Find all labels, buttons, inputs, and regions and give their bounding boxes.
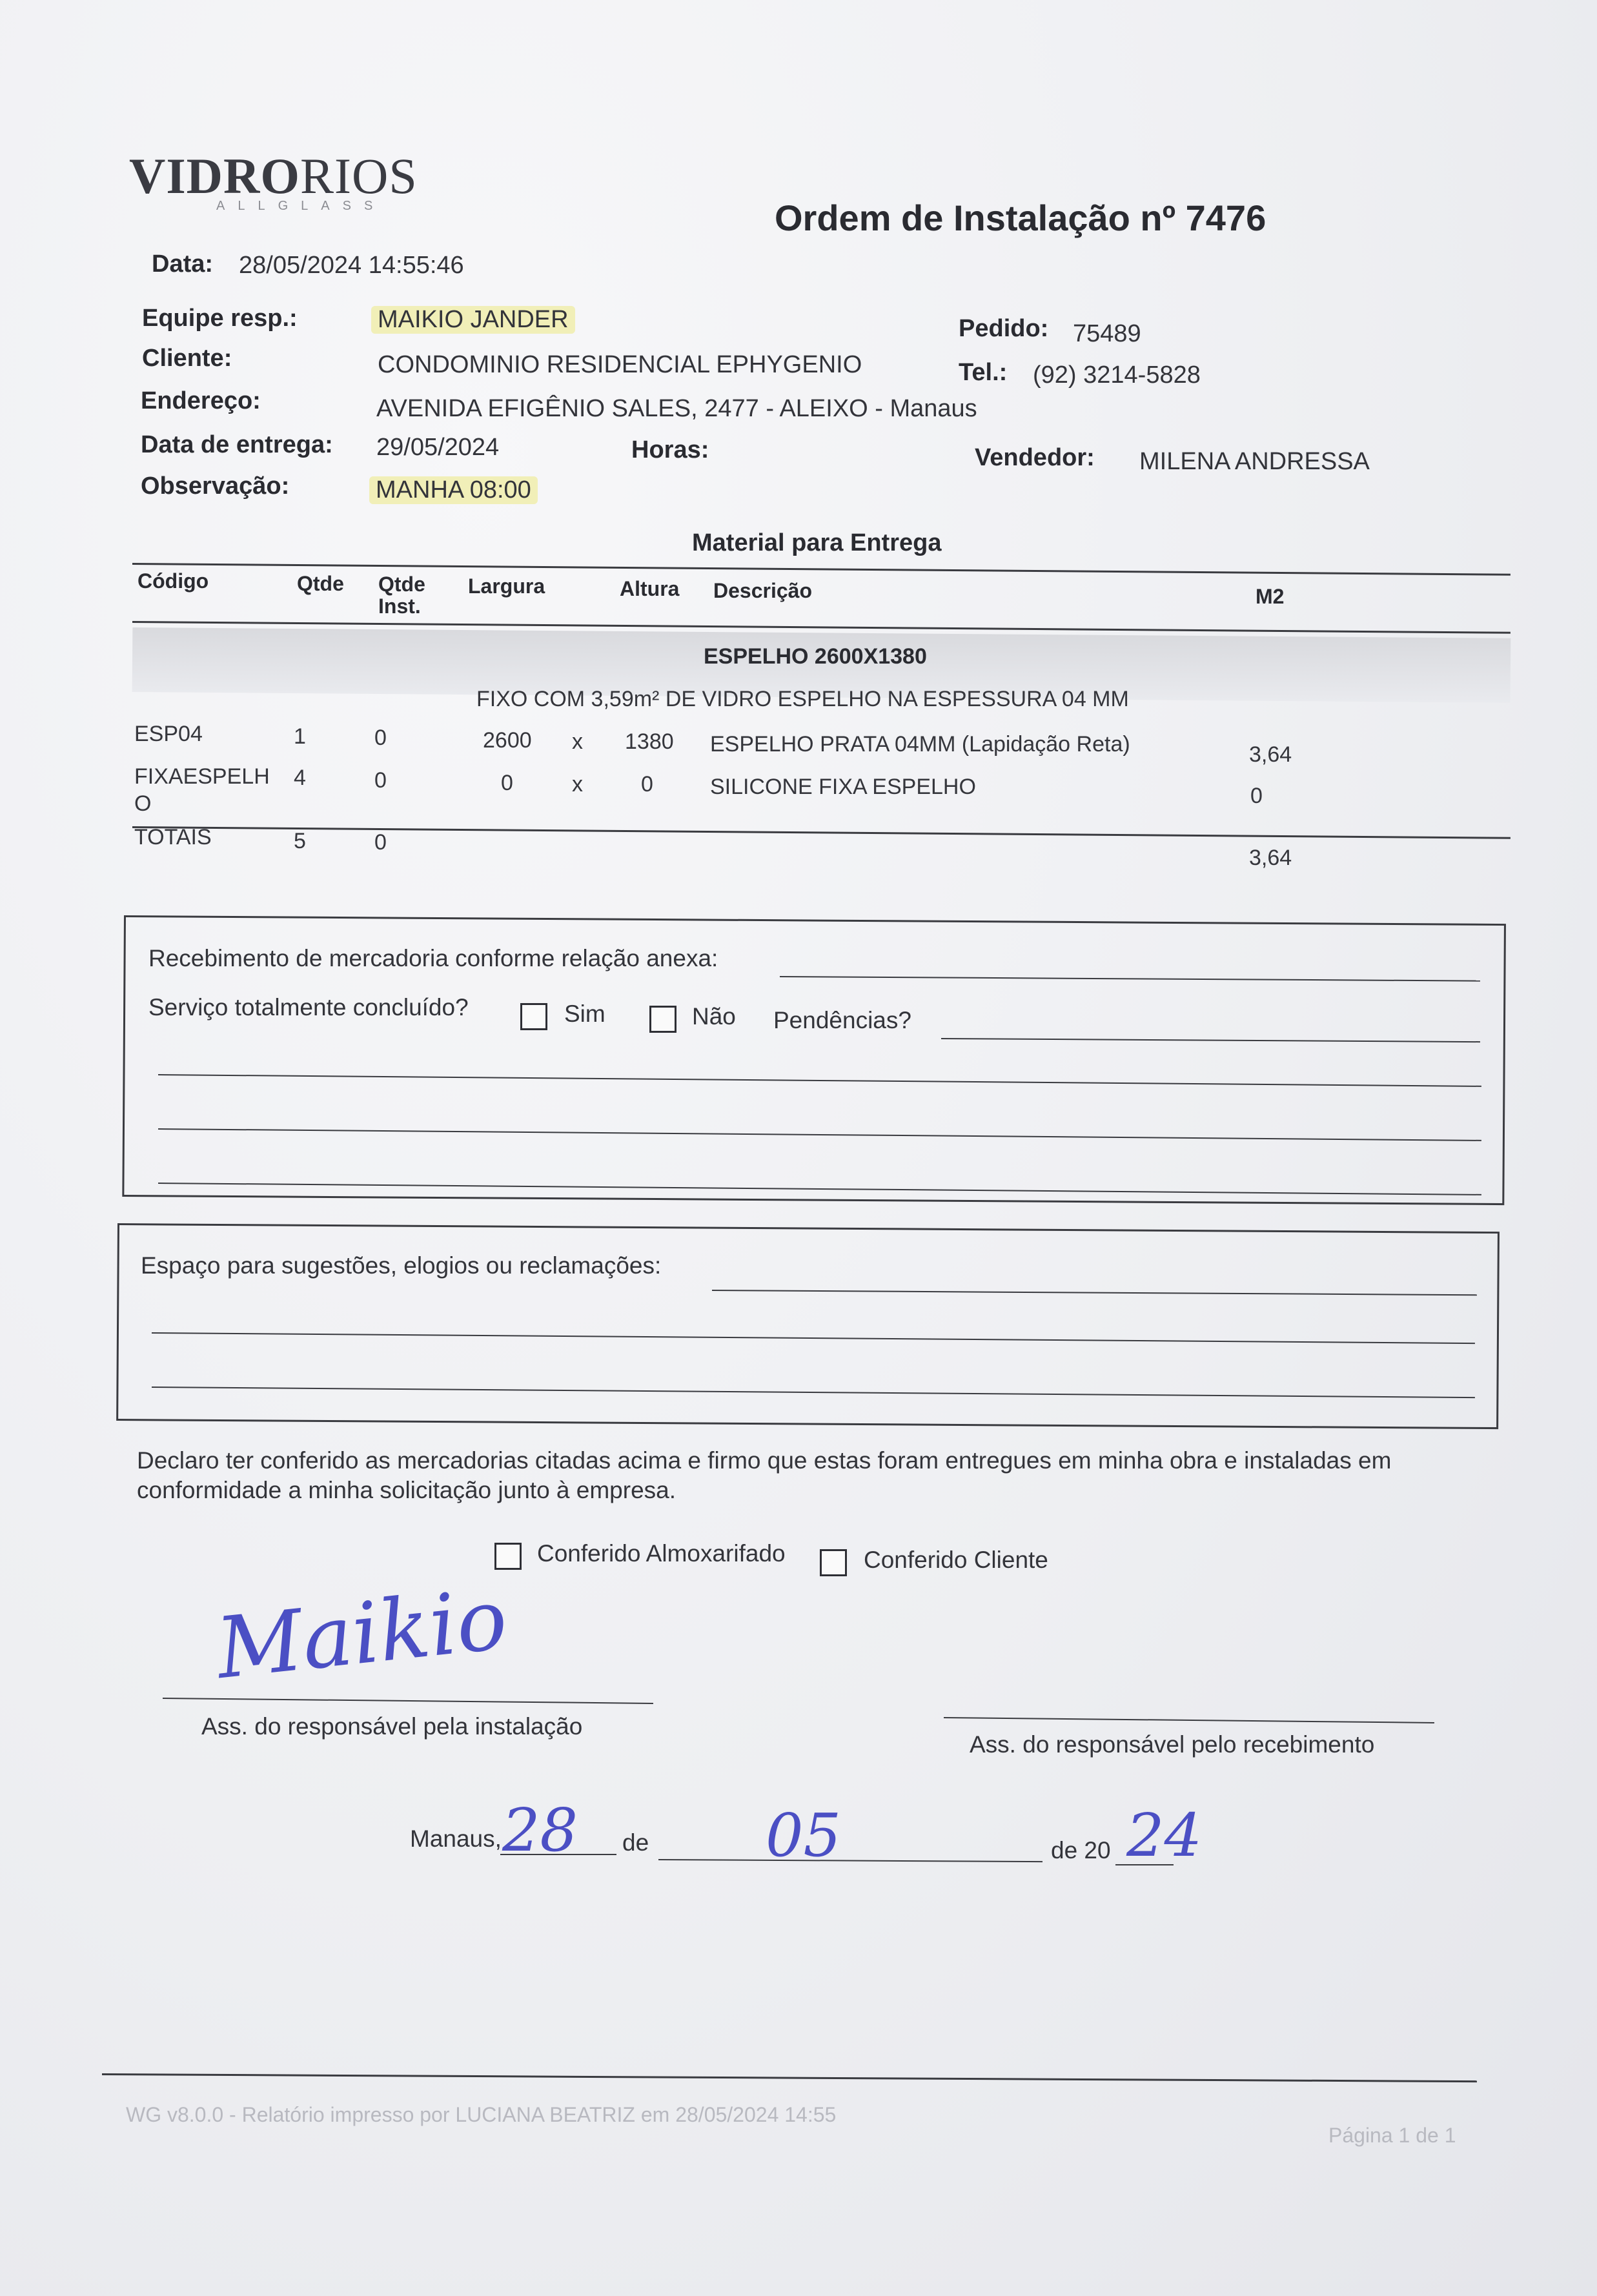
endereco-label: Endereço:: [141, 387, 261, 414]
footer-page: Página 1 de 1: [1328, 2124, 1456, 2147]
obs-value: MANHA 08:00: [369, 476, 538, 504]
tel-label: Tel.:: [959, 359, 1008, 386]
date-year: 24: [1126, 1801, 1203, 1870]
row1-x: x: [572, 729, 583, 754]
cliente-conferido-label: Conferido Cliente: [864, 1547, 1048, 1573]
installer-signature-line: [163, 1698, 653, 1704]
pedido-value: 75489: [1073, 320, 1141, 347]
row1-codigo: ESP04: [134, 722, 203, 746]
row2-codigo: FIXAESPELHO: [134, 764, 270, 816]
group-note: FIXO COM 3,59m² DE VIDRO ESPELHO NA ESPESSURA 04 MM: [476, 687, 1129, 711]
recebimento-label: Recebimento de mercadoria conforme relação anexa:: [148, 945, 718, 971]
sim-checkbox[interactable]: [520, 1003, 547, 1030]
entrega-label: Data de entrega:: [141, 431, 333, 458]
date-year-line: [1115, 1864, 1174, 1865]
page-title: Ordem de Instalação nº 7476: [775, 198, 1266, 238]
date-de-1: de: [622, 1829, 649, 1856]
totals-inst: 0: [374, 830, 387, 855]
equipe-label: Equipe resp.:: [142, 305, 298, 332]
date-city: Manaus,: [410, 1825, 502, 1852]
row2-inst: 0: [374, 768, 387, 793]
sim-label: Sim: [564, 1001, 605, 1027]
col-qtde: Qtde: [297, 572, 344, 595]
row2-x: x: [572, 772, 583, 797]
entrega-value: 29/05/2024: [376, 434, 500, 461]
declaration-text: Declaro ter conferido as mercadorias citadas acima e firmo que estas foram entregues em minha obra e instaladas em conformidade a minha solicitação junto à empresa.: [137, 1447, 1392, 1503]
nao-checkbox[interactable]: [649, 1006, 676, 1033]
col-codigo: Código: [137, 569, 209, 593]
row1-altura: 1380: [625, 729, 674, 754]
row2-m2: 0: [1250, 784, 1263, 808]
footer-rule: [102, 2073, 1477, 2082]
row1-largura: 2600: [483, 728, 532, 753]
pedido-label: Pedido:: [959, 315, 1049, 342]
receiver-signature-label: Ass. do responsável pelo recebimento: [970, 1731, 1375, 1758]
brand-name-bold: VIDRO: [129, 148, 301, 204]
date-de-2: de 20: [1051, 1837, 1111, 1864]
totals-qtde: 5: [294, 829, 306, 853]
row2-qtde: 4: [294, 766, 306, 790]
cliente-checkbox[interactable]: [820, 1549, 847, 1576]
obs-label: Observação:: [141, 472, 290, 500]
data-value: 28/05/2024 14:55:46: [239, 252, 464, 279]
row1-m2: 3,64: [1249, 742, 1292, 767]
equipe-value: MAIKIO JANDER: [371, 306, 575, 334]
tel-value: (92) 3214-5828: [1033, 361, 1201, 389]
material-section-title: Material para Entrega: [692, 529, 942, 556]
data-label: Data:: [152, 250, 214, 278]
brand-name-light: RIOS: [300, 148, 418, 204]
col-m2: M2: [1256, 585, 1285, 608]
footer-printed: WG v8.0.0 - Relatório impresso por LUCIANA BEATRIZ em 28/05/2024 14:55: [126, 2103, 837, 2126]
brand-logo: [129, 147, 418, 205]
row2-descricao: SILICONE FIXA ESPELHO: [710, 775, 976, 799]
col-largura: Largura: [468, 574, 545, 598]
suggestions-label: Espaço para sugestões, elogios ou reclamações:: [141, 1252, 662, 1279]
totals-label: TOTAIS: [134, 825, 212, 849]
pendencias-label: Pendências?: [773, 1007, 911, 1033]
cliente-value: CONDOMINIO RESIDENCIAL EPHYGENIO: [378, 351, 862, 378]
nao-label: Não: [692, 1003, 736, 1030]
installer-signature: Maikio: [212, 1569, 512, 1698]
installer-signature-label: Ass. do responsável pela instalação: [201, 1713, 583, 1740]
row1-inst: 0: [374, 726, 387, 750]
almoxarifado-label: Conferido Almoxarifado: [537, 1540, 786, 1567]
totals-m2: 3,64: [1249, 846, 1292, 870]
table-totals-rule: [132, 826, 1511, 839]
col-altura: Altura: [620, 577, 680, 600]
group-title: ESPELHO 2600X1380: [704, 644, 927, 669]
cliente-label: Cliente:: [142, 345, 232, 372]
brand-tagline: ALLGLASS: [216, 199, 386, 213]
row2-altura: 0: [641, 772, 653, 797]
date-day: 28: [502, 1796, 578, 1865]
receiver-signature-line: [944, 1717, 1434, 1723]
vendedor-label: Vendedor:: [975, 444, 1095, 471]
row1-qtde: 1: [294, 724, 306, 749]
col-qtde-inst: Qtde Inst.: [378, 573, 425, 618]
almoxarifado-checkbox[interactable]: [494, 1543, 522, 1570]
row2-largura: 0: [501, 771, 513, 795]
date-month: 05: [766, 1801, 842, 1870]
vendedor-value: MILENA ANDRESSA: [1139, 448, 1370, 475]
endereco-value: AVENIDA EFIGÊNIO SALES, 2477 - ALEIXO - Manaus: [376, 395, 977, 422]
horas-label: Horas:: [631, 436, 709, 463]
col-descricao: Descrição: [713, 579, 812, 602]
row1-descricao: ESPELHO PRATA 04MM (Lapidação Reta): [710, 732, 1130, 757]
servico-label: Serviço totalmente concluído?: [148, 994, 469, 1021]
date-month-line: [658, 1859, 1043, 1862]
date-day-line: [500, 1854, 616, 1855]
